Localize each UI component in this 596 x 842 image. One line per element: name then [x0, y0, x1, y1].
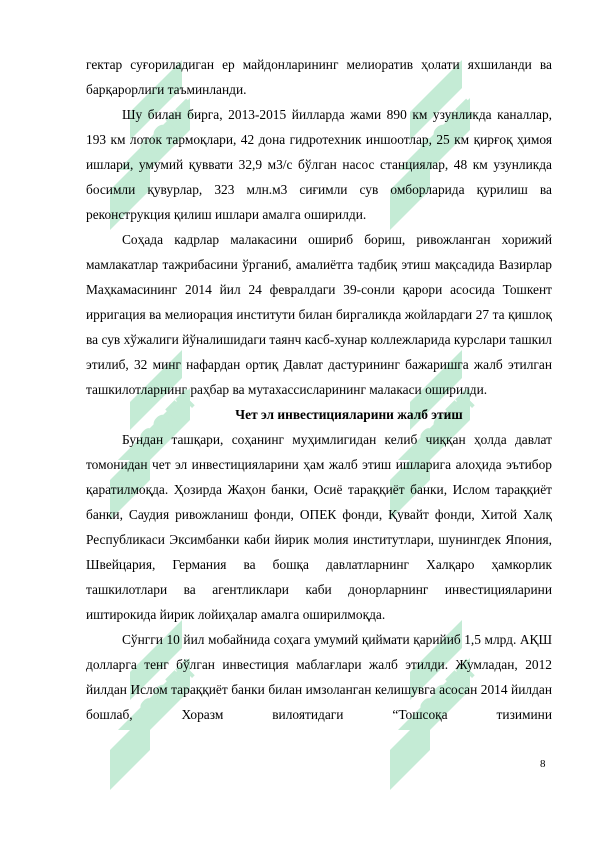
watermark-text: SOFT: [413, 93, 484, 165]
paragraph: Соҳада кадрлар малакасини ошириб бориш, ривожланган хорижий мамлакатлар тажрибасини ўрганиб, амалиётга тадбиқ этиш мақсадида Вазирлар Маҳкамасининг 2014 йил 24 февралдаги 39-сонли қарори асосида Тошкент ирригация ва мелиорация институти билан биргаликда жойлардаги 27 та қишлоқ ва сув хўжалиги йўналишидаги таянч касб-хунар коллежларида курслари ташкил этилиб, 32 минг нафардан ортиқ Давлат дастурининг бажаришга жалб этилган ташкилотларнинг раҳбар ва мутахассисларининг малакаси оширилди.: [86, 232, 552, 397]
page-number: 8: [540, 758, 546, 770]
watermark-text: SOFT: [133, 653, 204, 725]
watermark-text: SOFT: [413, 653, 484, 725]
paragraph: Сўнгги 10 йил мобайнида соҳага умумий қиймати қарийиб 1,5 млрд. АҚШ долларга тенг бўлган инвестиция маблағлари жалб этилди. Жумладан, 2012 йилдан Ислом тараққиёт банки билан имзоланган келишувга асосан 2014 йилдан бошлаб, Хоразм вилоятидаги “Тошсоқа тизимини: [86, 632, 552, 722]
paragraph: гектар суғориладиган ер майдонларининг мелиоратив ҳолати яхшиланди ва барқарорлиги таъминланди.: [86, 57, 552, 97]
paragraph: Бундан ташқари, соҳанинг муҳимлигидан келиб чиққан ҳолда давлат томонидан чет эл инвестицияларини ҳам жалб этиш ишларига алоҳида эътибор қаратилмоқда. Ҳозирда Жаҳон банки, Осиё тараққиёт банки, Ислом тараққиёт банки, Саудия ривожланиш фонди, ОПЕК фонди, Қувайт фонди, Хитой Халқ Республикаси Эксимбанки каби йирик молия институтлари, шунингдек Япония, Швейцария, Германия ва бошқа давлатларнинг Халқаро ҳамкорлик ташкилотлари ва агентликлари каби донорларнинг инвестицияларини иштирокида йирик лойиҳалар амалга оширилмоқда.: [86, 432, 552, 622]
document-body: [86, 52, 552, 727]
watermark-text: SOFT: [133, 93, 204, 165]
paragraph: Шу билан бирга, 2013-2015 йилларда жами 890 км узунликда каналлар, 193 км лоток тармоқлари, 42 дона гидротехник иншоотлар, 25 км қирғоқ ҳимоя ишлари, умумий қуввати 32,9 м3/с бўлган насос станциялар, 48 км узунликда босимли қувурлар, 323 млн.м3 сиғимли сув омборларида қурилиш ва реконструкция қилиш ишлари амалга оширилди.: [86, 107, 552, 222]
watermark-text: SOFT: [413, 383, 484, 455]
watermark-text: SOFT: [133, 383, 204, 455]
section-heading: Чет эл инвестицияларини жалб этиш: [235, 407, 463, 422]
